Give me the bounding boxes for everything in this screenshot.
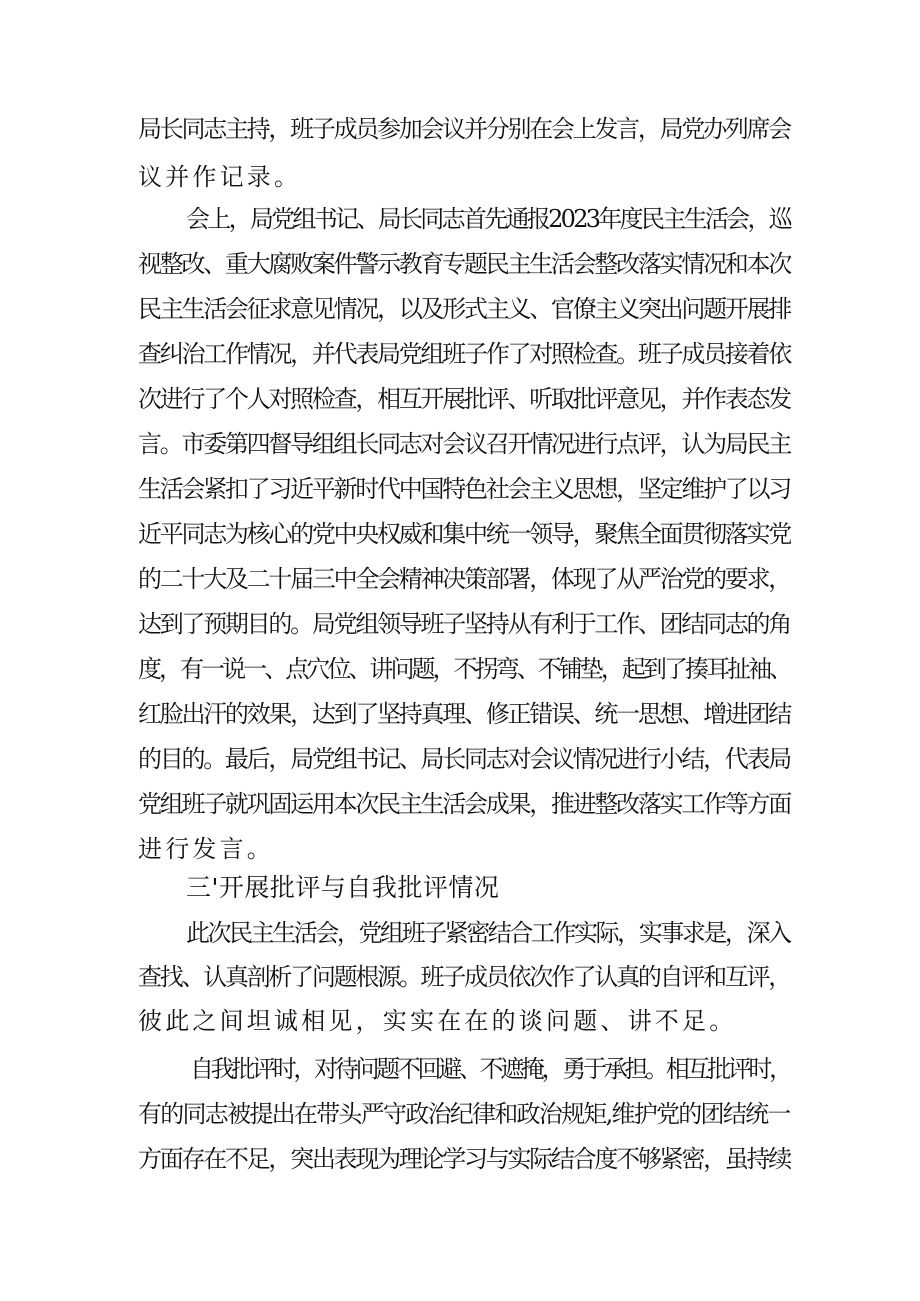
text-line: 议并作记录。 [138,163,302,191]
text-line: 生活会紧扣了习近平新时代中国特色社会主义思想，坚定维护了以习 [138,475,790,503]
text-line: 达到了预期目的。局党组领导班子坚持从有利于工作、团结同志的角 [138,610,790,638]
text-line: 次进行了个人对照检查，相互开展批评、听取批评意见，并作表态发 [138,385,790,413]
text-line: 查找、认真剖析了问题根源。班子成员依次作了认真的自评和互评， [138,963,790,991]
text-line: 有的同志被提出在带头严守政治纪律和政治规矩,维护党的团结统一 [138,1100,790,1128]
text-line: 自我批评时，对待问题不回避、不遮掩，勇于承担。相互批评时， [190,1055,790,1083]
text-line: 言。市委第四督导组组长同志对会议召开情况进行点评，认为局民主 [138,430,790,458]
text-line: 查纠治工作情况，并代表局党组班子作了对照检查。班子成员接着依 [138,340,790,368]
text-line: 局长同志主持，班子成员参加会议并分别在会上发言，局党办列席会 [138,115,790,143]
text-line: 的二十大及二十届三中全会精神决策部署，体现了从严治党的要求， [138,565,790,593]
text-line: 度，有一说一、点穴位、讲问题，不拐弯、不铺垫，起到了揍耳扯袖、 [138,655,791,683]
text-line: 近平同志为核心的党中央权威和集中统一领导，聚焦全面贯彻落实党 [138,520,790,548]
text-line: 彼此之间坦诚相见，实实在在的谈问题、讲不足。 [138,1007,737,1035]
text-line: 方面存在不足，突出表现为理论学习与实际结合度不够紧密，虽持续 [138,1145,790,1173]
text-line: 的目的。最后，局党组书记、局长同志对会议情况进行小结，代表局 [138,745,790,773]
text-line: 会上，局党组书记、局长同志首先通报2023年度民主生活会，巡 [186,205,791,233]
section-heading: 三'开展批评与自我批评情况 [186,873,500,902]
text-line: 民主生活会征求意见情况，以及形式主义、官僚主义突出问题开展排 [138,295,790,323]
text-line: 视整改、重大腐败案件警示教育专题民主生活会整改落实情况和本次 [138,250,790,278]
text-line: 进行发言。 [138,835,274,863]
text-line: 此次民主生活会，党组班子紧密结合工作实际，实事求是，深入 [186,919,790,947]
text-line: 红脸出汗的效果，达到了坚持真理、修正错误、统一思想、增进团结 [138,700,790,728]
text-line: 党组班子就巩固运用本次民主生活会成果，推进整改落实工作等方面 [138,790,790,818]
